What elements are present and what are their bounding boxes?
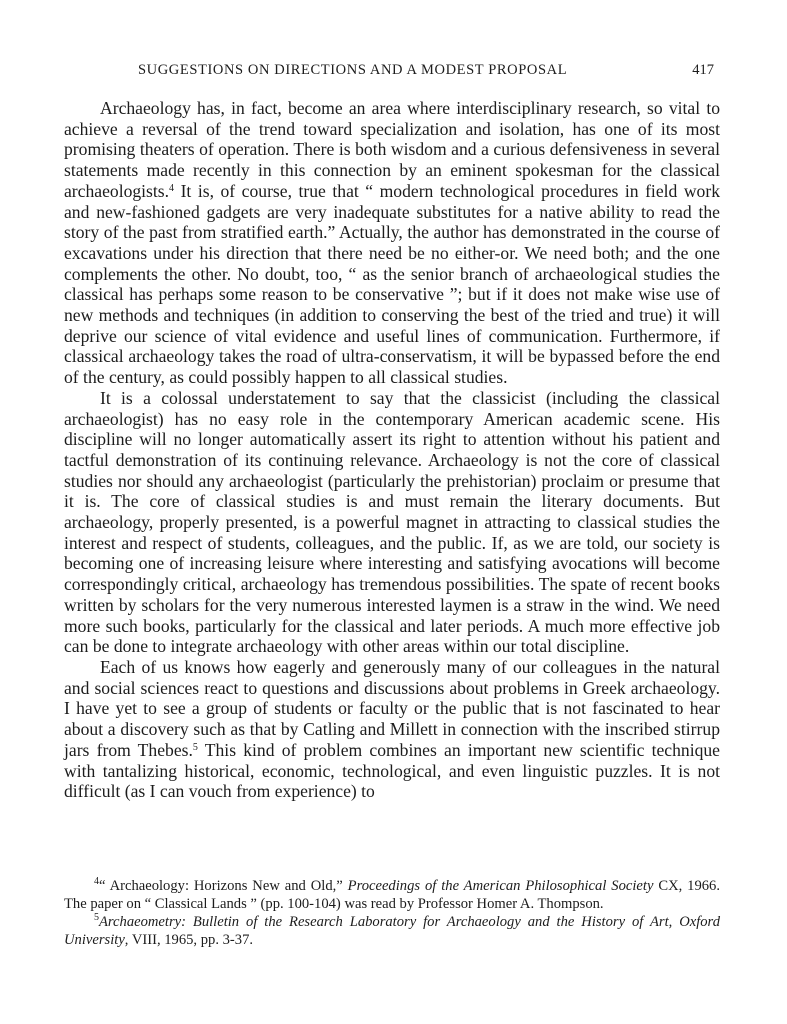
footnote-text: , VIII, 1965, pp. 3-37. (124, 931, 254, 948)
paragraph-text: This kind of problem combines an important new scientific technique with tantalizing historical, economic, technological, and even linguistic puzzles. It is not difficult (as I can vouch from experience) to (64, 739, 720, 802)
footnote-text: CX, 1966. The paper on “ Classical Lands ” (pp. 100-104) was read by Professor Homer A. Thompson. (64, 878, 720, 912)
paragraph (64, 657, 720, 802)
running-head-title: SUGGESTIONS ON DIRECTIONS AND A MODEST PROPOSAL (138, 62, 568, 78)
footnote-marker: 5 (94, 912, 99, 924)
paragraph (64, 388, 720, 657)
paragraph-text: Archaeology has, in fact, become an area where interdisciplinary research, so vital to achieve a reversal of the trend toward specialization and isolation, has one of its most promising theaters of operation. There is both wisdom and a curious defensiveness in several statements made recently in this connection by an eminent spokesman for the classical archaeologists. (64, 98, 720, 201)
footnote-text: “ Archaeology: Horizons New and Old,” (99, 878, 348, 894)
page-number: 417 (692, 62, 714, 78)
paragraph-text: Each of us knows how eagerly and generously many of our colleagues in the natural and social sciences react to questions and discussions about problems in Greek archaeology. I have yet to see a group of students or faculty or the public that is not fascinated to hear about a discovery such as that by Catling and Millett in connection with the inscribed stirrup jars from Thebes. (64, 656, 720, 760)
paragraph-text: It is a colossal understatement to say that the classicist (including the classical archaeologist) has no easy role in the contemporary American academic scene. His discipline will no longer automatically assert its right to attention without his patient and tactful demonstration of its continuing relevance. Archaeology is not the core of classical studies nor should any archaeologist (particularly the prehistorian) proclaim or presume that it is. The core of classical studies is and must remain the literary documents. But archaeology, properly presented, is a powerful magnet in attracting to classical studies the interest and respect of students, colleagues, and the public. If, as we are told, our society is becoming one of increasing leisure where interesting and satisfying avocations will become correspondingly critical, archaeology has tremendous possibilities. The spate of recent books written by scholars for the very numerous interested laymen is a straw in the wind. We need more such books, particularly for the classical and later periods. A much more effective job can be done to integrate archaeology with other areas within our total discipline. (64, 387, 720, 657)
footnote (64, 914, 720, 949)
footnote-journal-title: Proceedings of the American Philosophical Society (347, 878, 654, 894)
footnote (64, 878, 720, 913)
footnotes (64, 878, 720, 949)
paragraph (64, 98, 720, 388)
footnote-journal-title: Archaeometry: Bulletin of the Research Laboratory for Archaeology and the History of Art, Oxford University (64, 914, 720, 948)
footnote-ref: 5 (192, 741, 198, 753)
footnote-marker: 4 (94, 876, 99, 887)
body-text (64, 98, 720, 802)
footnote-ref: 4 (169, 182, 175, 194)
paragraph-text: It is, of course, true that “ modern technological procedures in field work and new-fashioned gadgets are very inadequate substitutes for a native ability to read the story of the past from stratified earth.” Actually, the author has demonstrated in the course of excavations under his direction that there need be no either-or. We need both; and the one complements the other. No doubt, too, “ as the senior branch of archaeological studies the classical has perhaps some reason to be conservative ”; but if it does not make wise use of new methods and techniques (in addition to conserving the best of the tried and true) it will deprive our science of vital evidence and useful lines of communication. Furthermore, if classical archaeology takes the road of ultra-conservatism, it will be bypassed before the end of the century, as could possibly happen to all classical studies. (64, 180, 720, 388)
